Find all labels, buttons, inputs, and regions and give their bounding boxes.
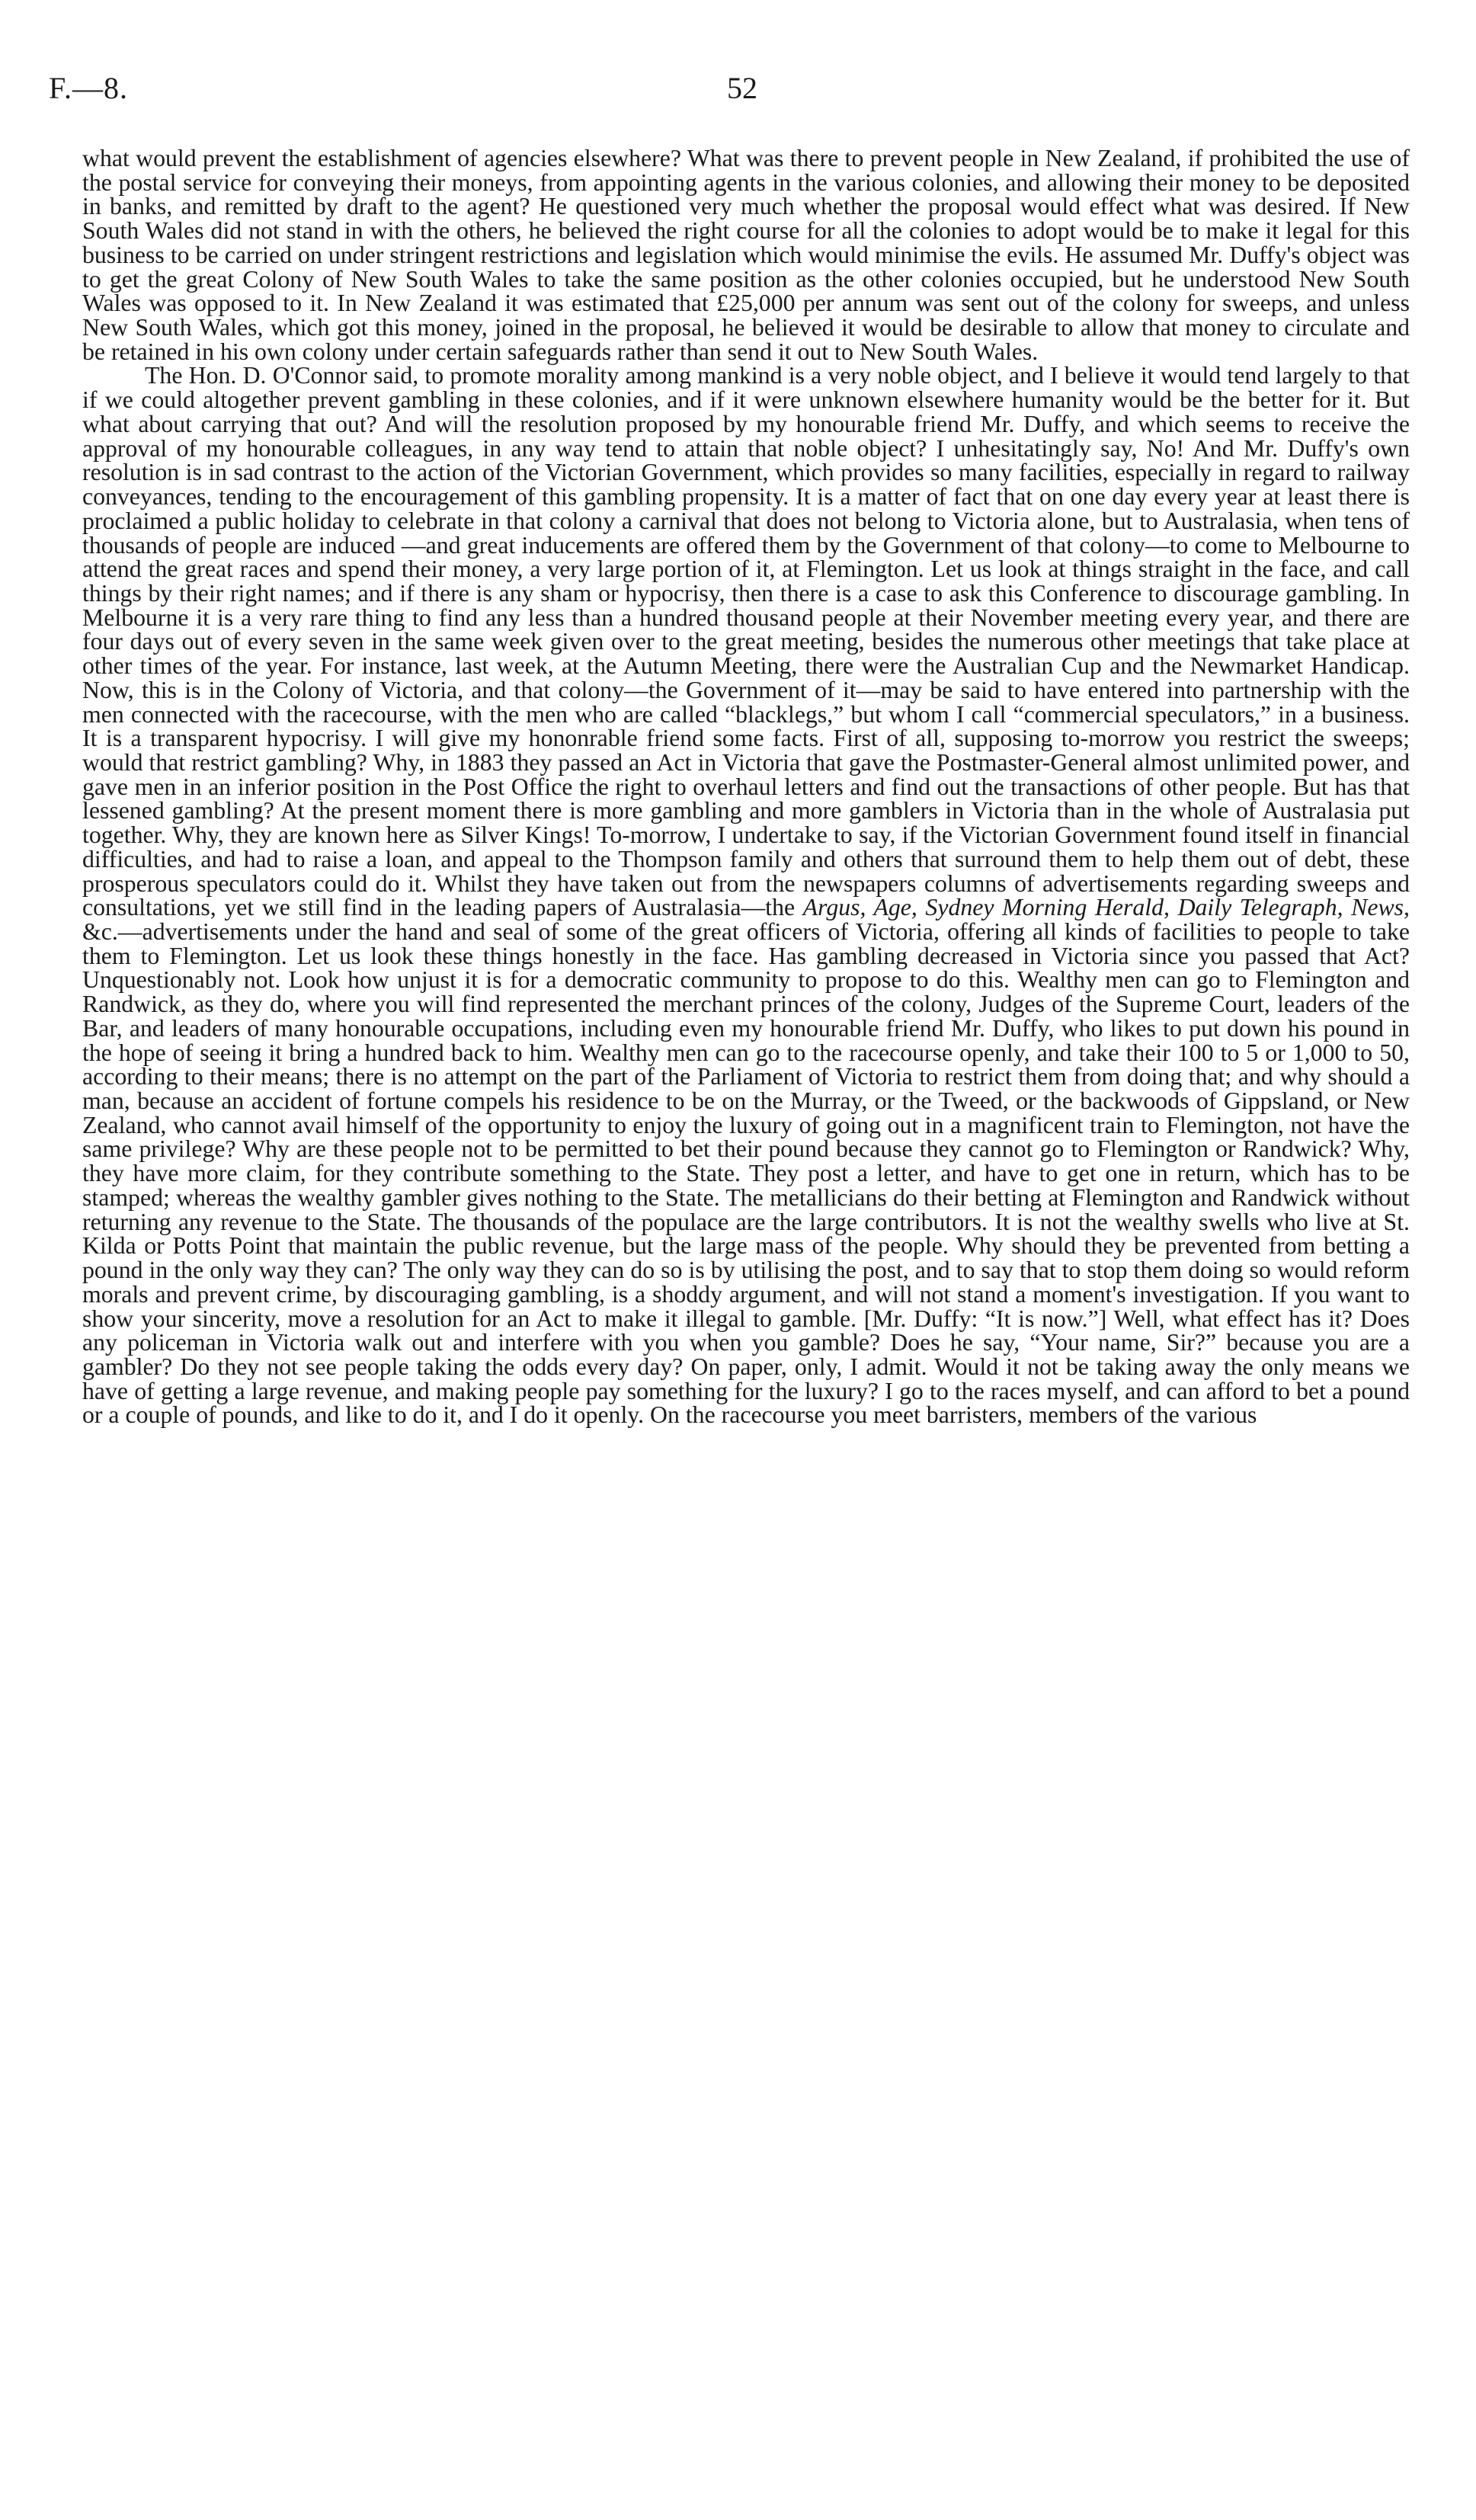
paragraph-text-end: Well, what effect has it? Does any policeman in Victoria walk out and interfere with you when you gamble? Does he say, “Your name, Sir?” because you are a gambler? Do they not see people taking the odds every day? On paper, only, I admit. Would it not be taking away the only means we have of getting a large revenue, and making people pay something for the luxury? I go to the races myself, and can afford to bet a pound or a couple of pounds, and like to do it, and I do it openly. On the racecourse you meet barristers, members of the various bbox=[82, 1305, 1410, 1429]
document-reference: F.—8. bbox=[49, 71, 129, 105]
paragraph-text: what would prevent the establishment of agencies elsewhere? What was there to prevent people in New Zealand, if prohibited the use of the postal service for conveying their moneys, from appointing agents in the various colonies, and allowing their money to be deposited in banks, and remitted by draft to the agent? He questioned very much whether the proposal would effect what was desired. If New South Wales did not stand in with the others, he believed the right course for all the colonies to adopt would be to make it legal for this business to be carried on under stringent restrictions and legislation which would minimise the evils. He assumed Mr. Duffy's object was to get the great Colony of New South Wales to take the same position as the other colonies occupied, but he understood New South Wales was opposed to it. In New Zealand it was estimated that £25,000 per annum was sent out of the colony for sweeps, and unless New South Wales, which got this money, joined in the proposal, he believed it would be desirable to allow that money to circulate and be retained in his own colony under certain safeguards rather than send it out to New South Wales. bbox=[82, 145, 1410, 365]
paragraph-continuation bbox=[82, 146, 1410, 363]
body-text bbox=[82, 146, 1410, 1427]
paragraph-text-continued: &c.—advertisements under the hand and seal of some of the great officers of Victoria, offering all kinds of facilities to people to take them to Flemington. Let us look these things honestly in the face. Has gambling decreased in Victoria since you passed that Act? Unquestionably not. Look how unjust it is for a democratic community to propose to do this. Wealthy men can go to Flemington and Randwick, as they do, where you will find represented the merchant princes of the colony, Judges of the Supreme Court, leaders of the Bar, and leaders of many honourable occupations, including even my honourable friend Mr. Duffy, who likes to put down his pound in the hope of seeing it bring a hundred back to him. Wealthy men can go to the racecourse openly, and take their 100 to 5 or 1,000 to 50, according to their means; there is no attempt on the part of the Parliament of Victoria to restrict them from doing that; and why should a man, because an accident of fortune compels his residence to be on the Murray, or the Tweed, or the backwoods of Gippsland, or New Zealand, who cannot avail himself of the opportunity to enjoy the luxury of going out in a magnificent train to Flemington, not have the same privilege? Why are these people not to be permitted to bet their pound because they cannot go to Flemington or Randwick? Why, they have more claim, for they contribute something to the State. They post a letter, and have to get one in return, which has to be stamped; whereas the wealthy gambler gives nothing to the State. The metallicians do their betting at Flemington and Randwick without returning any revenue to the State. The thousands of the populace are the large contributors. It is not the wealthy swells who live at St. Kilda or Potts Point that maintain the public revenue, but the large mass of the people. Why should they be prevented from betting a pound in the only way they can? The only way they can do so is by utilising the post, and to say that to stop them doing so would reform morals and prevent crime, by discouraging gambling, is a shoddy argument, and will not stand a moment's investigation. If you want to show your sincerity, move a resolution for an Act to make it illegal to gamble. bbox=[82, 918, 1410, 1332]
newspaper-titles: Argus, Age, Sydney Morning Herald, Daily Telegraph, News, bbox=[802, 894, 1410, 921]
page-number: 52 bbox=[727, 71, 757, 105]
running-head bbox=[49, 70, 1413, 116]
interjection: [Mr. Duffy: “It is now.”] bbox=[863, 1305, 1107, 1332]
paragraph-text: The Hon. D. O'Connor said, to promote morality among mankind is a very noble object, and I believe it would tend largely to that if we could altogether prevent gambling in these colonies, and if it were unknown elsewhere humanity would be the better for it. But what about carrying that out? And will the resolution proposed by my honourable friend Mr. Duffy, and which seems to receive the approval of my honourable colleagues, in any way tend to attain that noble object? I unhesitatingly say, No! And Mr. Duffy's own resolution is in sad contrast to the action of the Victorian Government, which provides so many facilities, especially in regard to railway conveyances, tending to the encouragement of this gambling propensity. It is a matter of fact that on one day every year at least there is proclaimed a public holiday to celebrate in that colony a carnival that does not belong to Victoria alone, but to Australasia, when tens of thousands of people are induced —and great inducements are offered them by the Government of that colony—to come to Melbourne to attend the great races and spend their money, a very large portion of it, at Flemington. Let us look at things straight in the face, and call things by their right names; and if there is any sham or hypocrisy, then there is a case to ask this Conference to discourage gambling. In Melbourne it is a very rare thing to find any less than a hundred thousand people at their November meeting every year, and there are four days out of every seven in the same week given over to the great meeting, besides the numerous other meetings that take place at other times of the year. For instance, last week, at the Autumn Meeting, there were the Australian Cup and the Newmarket Handicap. Now, this is in the Colony of Victoria, and that colony—the Government of it—may be said to have entered into partnership with the men connected with the racecourse, with the men who are called “blacklegs,” but whom I call “commercial speculators,” in a business. It is a transparent hypocrisy. I will give my hononrable friend some facts. First of all, supposing to-morrow you restrict the sweeps; would that restrict gambling? Why, in 1883 they passed an Act in Victoria that gave the Postmaster-General almost unlimited power, and gave men in an inferior position in the Post Office the right to overhaul letters and find out the transactions of other people. But has that lessened gambling? At the present moment there is more gambling and more gamblers in Victoria than in the whole of Australasia put together. Why, they are known here as Silver Kings! To-morrow, I undertake to say, if the Victorian Government found itself in financial difficulties, and had to raise a loan, and appeal to the Thompson family and others that surround them to help them out of debt, these prosperous speculators could do it. Whilst they have taken out from the newspapers columns of advertisements regarding sweeps and consultations, yet we still find in the leading papers of Australasia—the bbox=[82, 362, 1410, 921]
paragraph-oconnor-speech bbox=[82, 363, 1410, 1427]
